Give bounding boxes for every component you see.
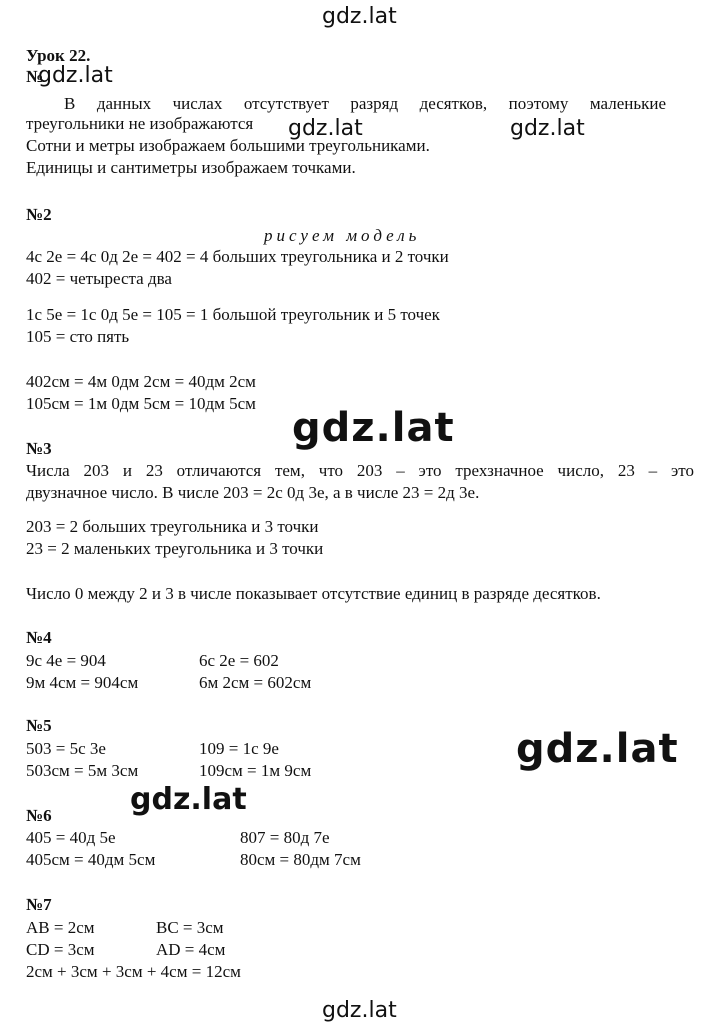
task1-number: №	[26, 67, 44, 86]
task7-cell: CD = 3см	[26, 940, 95, 959]
task4-cell: 9м 4см = 904см	[26, 673, 139, 692]
task4-cell: 6с 2е = 602	[199, 651, 279, 670]
watermark-bottom: gdz.lat	[322, 998, 397, 1023]
task1-line: треугольники не изображаются	[26, 114, 254, 133]
task2-line: 105 = сто пять	[26, 327, 130, 346]
task6-cell: 405см = 40дм 5см	[26, 850, 156, 869]
task1-line: В данных числах отсутствует разряд десятков, поэтому маленькие	[64, 94, 666, 113]
task5-cell: 503 = 5с 3е	[26, 739, 106, 758]
task7-cell: AB = 2см	[26, 918, 95, 937]
lesson-title: Урок 22.	[26, 46, 91, 65]
task2-line: 4с 2е = 4с 0д 2е = 402 = 4 больших треугольника и 2 точки	[26, 247, 449, 266]
task3-line: 23 = 2 маленьких треугольника и 3 точки	[26, 539, 324, 558]
task5-cell: 109 = 1с 9е	[199, 739, 279, 758]
watermark-big: gdz.lat	[292, 405, 455, 451]
task2-subtitle: рисуем модель	[264, 226, 421, 245]
task3-line: Число 0 между 2 и 3 в числе показывает отсутствие единиц в разряде десятков.	[26, 584, 601, 603]
task7-number: №7	[26, 895, 52, 914]
task5-cell: 503см = 5м 3см	[26, 761, 139, 780]
task3-number: №3	[26, 439, 52, 458]
task4-cell: 6м 2см = 602см	[199, 673, 312, 692]
task7-cell: BC = 3см	[156, 918, 224, 937]
watermark-top: gdz.lat	[322, 4, 397, 29]
task4-number: №4	[26, 628, 52, 647]
task6-cell: 807 = 80д 7е	[240, 828, 330, 847]
task3-line: Числа 203 и 23 отличаются тем, что 203 – это трехзначное число, 23 – это	[26, 461, 694, 480]
task1-line: Единицы и сантиметры изображаем точками.	[26, 158, 356, 177]
watermark-mid: gdz.lat	[130, 782, 247, 817]
task6-number: №6	[26, 806, 52, 825]
task2-line: 402см = 4м 0дм 2см = 40дм 2см	[26, 372, 256, 391]
task6-cell: 405 = 40д 5е	[26, 828, 116, 847]
task2-line: 402 = четыреста два	[26, 269, 172, 288]
watermark-inline: gdz.lat	[510, 116, 585, 141]
task2-number: №2	[26, 205, 52, 224]
task7-sum: 2см + 3см + 3см + 4см = 12см	[26, 962, 241, 981]
task5-number: №5	[26, 716, 52, 735]
watermark-inline: gdz.lat	[38, 63, 113, 88]
task1-line: Сотни и метры изображаем большими треугольниками.	[26, 136, 430, 155]
task7-cell: AD = 4см	[156, 940, 226, 959]
task3-line: двузначное число. В числе 203 = 2с 0д 3е, а в числе 23 = 2д 3е.	[26, 483, 480, 502]
task2-line: 105см = 1м 0дм 5см = 10дм 5см	[26, 394, 256, 413]
task6-cell: 80см = 80дм 7см	[240, 850, 361, 869]
task2-line: 1с 5е = 1с 0д 5е = 105 = 1 большой треугольник и 5 точек	[26, 305, 440, 324]
task5-cell: 109см = 1м 9см	[199, 761, 312, 780]
watermark-big: gdz.lat	[516, 726, 679, 772]
task4-cell: 9с 4е = 904	[26, 651, 106, 670]
task3-line: 203 = 2 больших треугольника и 3 точки	[26, 517, 319, 536]
watermark-inline: gdz.lat	[288, 116, 363, 141]
